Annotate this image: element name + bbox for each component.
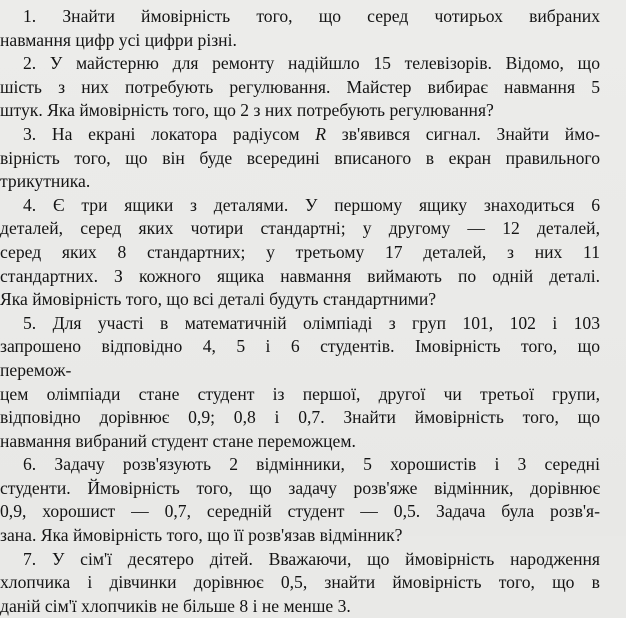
problem-5 (0, 312, 600, 454)
problem-text-line: стандартних. З кожного ящика навмання виймають по одній деталі. (0, 265, 600, 286)
problem-number: 5. (23, 312, 37, 333)
problem-text-line: Для участі в математичній олімпіаді з груп 101, 102 і 103 (52, 312, 600, 333)
problem-text-line: хлопчика і дівчинки дорівнює 0,5, знайти ймовірність того, що в (0, 572, 600, 593)
problem-text-line: запрошено відповідно 4, 5 і 6 студентів. Імовірність того, що (0, 336, 600, 357)
problem-number: 2. (23, 53, 37, 74)
problem-number: 4. (23, 194, 37, 215)
problem-text-line: зв'явився сигнал. Знайти ймо- (326, 123, 600, 144)
problem-text-line: перемож- (0, 359, 72, 380)
problem-text-line: шість з них потребують регулювання. Майстер вибирає навмання 5 (0, 76, 600, 97)
problem-text-line: зана. Яка ймовірність того, що її розв'язав відмінник? (0, 525, 403, 546)
problem-3 (0, 123, 600, 194)
problem-text-line: На екрані локатора радіусом (51, 123, 316, 144)
problem-text-line: деталей, серед яких чотири стандартні; у другому — 12 деталей, (0, 218, 600, 239)
problem-text-line: цем олімпіади стане студент із першої, другої чи третьої групи, (0, 383, 600, 404)
problem-number: 3. (23, 123, 37, 144)
problem-text-line: Яка ймовірність того, що всі деталі будуть стандартними? (0, 289, 437, 310)
problem-number: 6. (23, 454, 37, 475)
problem-text-line: штук. Яка ймовірність того, що 2 з них потребують регулювання? (0, 100, 494, 121)
problem-text-line: трикутника. (0, 171, 91, 192)
problem-text-line: У сім'ї десятеро дітей. Вважаючи, що ймовірність народження (51, 548, 600, 569)
problem-text-line: навмання вибраний студент стане переможцем. (0, 430, 356, 451)
radius-variable: R (315, 123, 327, 144)
problem-1 (0, 5, 600, 52)
problem-7 (0, 548, 600, 618)
problem-text-line: Задачу розв'язують 2 відмінники, 5 хорошистів і 3 середні (54, 454, 600, 475)
problem-number: 7. (23, 548, 37, 569)
problem-text-line: вірність того, що він буде всередині вписаного в екран правильного (0, 147, 600, 168)
problem-number: 1. (23, 6, 37, 26)
problem-text-line: відповідно дорівнює 0,9; 0,8 і 0,7. Знайти ймовірність того, що (0, 407, 600, 428)
problem-text-line: Є три ящики з деталями. У першому ящику знаходиться 6 (52, 194, 600, 215)
problem-2 (0, 52, 600, 123)
problem-text-line: У майстерню для ремонту надійшло 15 телевізорів. Відомо, що (49, 53, 600, 74)
problem-text-line: 0,9, хорошист — 0,7, середній студент — 0,5. Задача була розв'я- (0, 501, 600, 522)
problem-text-line: Знайти ймовірність того, що серед чотирьох вибраних (62, 6, 600, 26)
problem-text-line: серед яких 8 стандартних; у третьому 17 деталей, з них 11 (0, 241, 600, 262)
problem-text-line: навмання цифр усі цифри різні. (0, 29, 237, 50)
problem-text-line: студенти. Ймовірність того, що задачу розв'яже відмінник, дорівнює (0, 477, 600, 498)
problem-text-line: даній сім'ї хлопчиків не більше 8 і не менше 3. (0, 595, 351, 616)
problem-6 (0, 453, 600, 547)
problem-4 (0, 194, 600, 312)
